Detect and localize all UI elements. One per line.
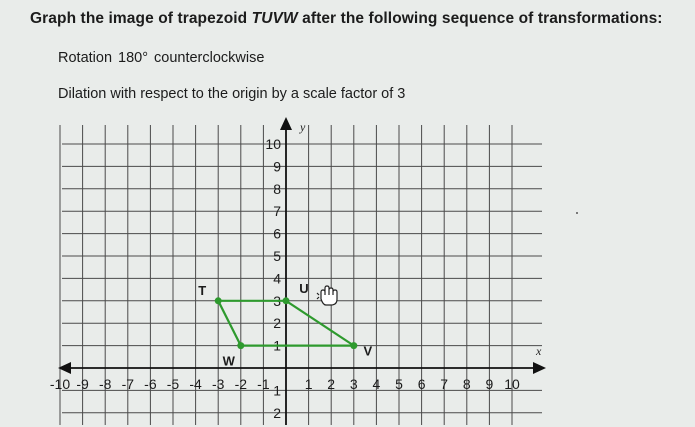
y-tick-label: 1	[273, 382, 281, 399]
x-axis-label: x	[536, 344, 542, 358]
vertex-label: V	[363, 343, 373, 359]
vertex-point	[237, 342, 244, 349]
x-tick-label: -3	[211, 376, 225, 392]
question-title	[30, 10, 663, 28]
x-tick-label: -5	[166, 376, 180, 392]
y-tick-label: 8	[273, 180, 281, 197]
y-axis-label: y	[300, 120, 306, 134]
x-tick-label: 8	[462, 376, 471, 392]
x-tick-label: -7	[121, 376, 135, 392]
x-tick-label: 4	[372, 376, 381, 392]
y-tick-label: 4	[273, 270, 281, 287]
y-tick-label: 2	[273, 315, 281, 332]
x-tick-label: 3	[349, 376, 358, 392]
title-prefix: Graph the image of trapezoid	[30, 10, 252, 27]
y-tick-label: 10	[265, 136, 281, 152]
vertex-label: U	[299, 280, 309, 296]
vertex-label: T	[198, 282, 207, 298]
x-axis-arrow-right	[533, 362, 546, 374]
y-tick-label: 5	[273, 248, 281, 264]
x-tick-label: -1	[257, 376, 270, 392]
y-axis-arrow	[280, 117, 292, 130]
coordinate-plane[interactable]	[0, 115, 695, 427]
step1-direction: counterclockwise	[154, 50, 265, 66]
step1-value: 180°	[118, 50, 149, 66]
x-tick-label: 9	[485, 376, 494, 392]
x-tick-label: 6	[417, 376, 426, 392]
x-tick-label: -9	[76, 376, 89, 392]
vertex-point	[283, 297, 290, 304]
title-suffix: after the following sequence of transformations:	[297, 10, 663, 27]
y-tick-label: 9	[273, 158, 281, 175]
x-tick-label: 10	[504, 376, 520, 392]
stray-mark	[576, 212, 578, 214]
vertex-point	[215, 297, 222, 304]
y-tick-label: 3	[273, 292, 281, 309]
y-tick-label: 7	[273, 203, 281, 220]
hand-cursor-icon	[316, 285, 344, 307]
transformation-step-2: Dilation with respect to the origin by a scale factor of 3	[58, 86, 406, 102]
y-tick-label: 2	[273, 404, 281, 421]
x-tick-label: -2	[234, 376, 248, 392]
x-tick-label: 1	[304, 376, 313, 392]
vertex-label: W	[222, 353, 235, 369]
step1-text: Rotation	[58, 50, 113, 66]
shape-name: TUVW	[251, 10, 298, 27]
transformation-step-1	[58, 50, 264, 66]
x-tick-label: 2	[327, 376, 336, 392]
vertex-point	[350, 342, 357, 349]
x-tick-label: -8	[98, 376, 112, 392]
x-tick-label: 5	[395, 376, 403, 392]
x-tick-label: -4	[189, 376, 202, 392]
x-tick-label: 7	[440, 376, 449, 392]
x-tick-label: -10	[49, 376, 71, 392]
y-tick-label: 1	[273, 337, 281, 354]
x-tick-label: -6	[144, 376, 157, 392]
y-tick-label: 6	[273, 225, 281, 242]
